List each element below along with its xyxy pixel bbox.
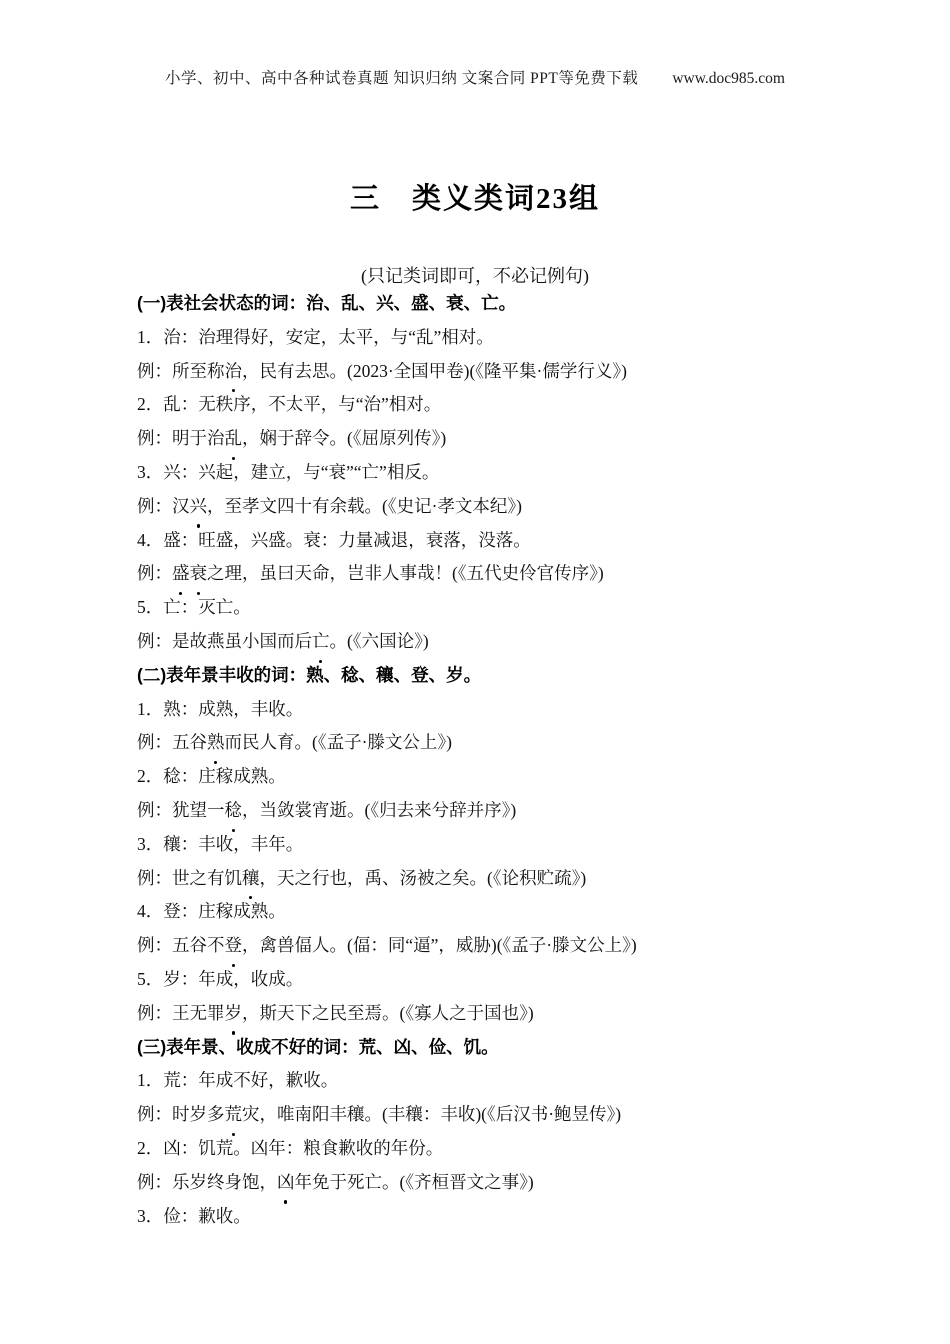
definition-line — [137, 895, 820, 929]
text-segment: 灾，唯南阳丰穰。(丰穰：丰收)(《后汉书·鲍昱传》) — [242, 1104, 622, 1125]
text-segment: ，禽兽偪人。(偪：同“逼”，威胁)(《孟子·滕文公上》) — [242, 935, 637, 956]
definition-line — [137, 388, 820, 422]
example-line — [137, 794, 820, 828]
text-segment: 年免于死亡。(《齐桓晋文之事》) — [294, 1171, 534, 1192]
text-segment: 例：王无罪 — [137, 1002, 225, 1023]
emphasized-char: 亡 — [312, 625, 330, 659]
section-heading — [137, 287, 820, 321]
emphasized-char: 衰 — [190, 557, 208, 591]
text-segment: 例：犹望一 — [137, 799, 225, 820]
example-line — [137, 1166, 820, 1200]
page-header — [0, 66, 950, 88]
definition-line — [137, 1132, 820, 1166]
emphasized-char: 盛 — [172, 557, 190, 591]
text-segment: ，当敛裳宵逝。(《归去来兮辞并序》) — [242, 799, 517, 820]
section-heading — [137, 1031, 820, 1065]
text-segment: 例： — [137, 563, 172, 584]
text-segment: 5．亡：灭亡。 — [137, 597, 251, 618]
text-segment: 3．穰：丰收，丰年。 — [137, 833, 304, 854]
header-promo-text: 小学、初中、高中各种试卷真题 知识归纳 文案合同 PPT等免费下载 — [165, 70, 639, 87]
text-segment: 而民人育。(《孟子·滕文公上》) — [224, 732, 452, 753]
example-line — [137, 625, 820, 659]
example-line — [137, 997, 820, 1031]
text-segment: 2．凶：饥荒。凶年：粮食歉收的年份。 — [137, 1137, 444, 1158]
text-segment: 之理，虽曰天命，岂非人事哉！(《五代史伶官传序》) — [207, 563, 604, 584]
text-segment: 1．治：治理得好，安定，太平，与“乱”相对。 — [137, 326, 494, 347]
text-segment: 2．稔：庄稼成熟。 — [137, 766, 286, 787]
text-segment: 例：乐岁终身饱， — [137, 1171, 277, 1192]
text-segment: ，民有去思。(2023·全国甲卷)(《隆平集·儒学行义》) — [242, 360, 627, 381]
text-segment: 1．熟：成熟，丰收。 — [137, 698, 304, 719]
text-segment: 例：明于治 — [137, 428, 225, 449]
example-line — [137, 557, 820, 591]
text-segment: 4．盛：旺盛，兴盛。衰：力量减退，衰落，没落。 — [137, 529, 531, 550]
page-subtitle: (只记类词即可，不必记例句) — [361, 266, 589, 286]
definition-line — [137, 1064, 820, 1098]
emphasized-char: 荒 — [225, 1098, 243, 1132]
text-segment: (一)表社会状态的词：治、乱、兴、盛、衰、亡。 — [137, 293, 517, 313]
text-segment: ，娴于辞令。(《屈原列传》) — [242, 428, 447, 449]
section-heading — [137, 659, 820, 693]
definition-line — [137, 693, 820, 727]
text-segment: 例：五谷 — [137, 732, 207, 753]
text-segment: 。(《六国论》) — [329, 630, 429, 651]
text-segment: 3．俭：歉收。 — [137, 1205, 251, 1226]
emphasized-char: 治 — [225, 355, 243, 389]
definition-line — [137, 760, 820, 794]
text-segment: 1．荒：年成不好，歉收。 — [137, 1070, 339, 1091]
text-segment: 3．兴：兴起，建立，与“衰”“亡”相反。 — [137, 461, 440, 482]
text-segment: ，天之行也，禹、汤被之矣。(《论积贮疏》) — [259, 867, 587, 888]
text-segment: 5．岁：年成，收成。 — [137, 968, 304, 989]
text-segment: 例：是故燕虽小国而后 — [137, 630, 312, 651]
text-segment: (二)表年景丰收的词：熟、稔、穰、登、岁。 — [137, 664, 482, 685]
emphasized-char: 熟 — [207, 726, 225, 760]
definition-line — [137, 456, 820, 490]
text-segment: 4．登：庄稼成熟。 — [137, 901, 286, 922]
text-segment: 例：五谷不 — [137, 935, 225, 956]
text-segment: ，斯天下之民至焉。(《寡人之于国也》) — [242, 1002, 534, 1023]
example-line — [137, 862, 820, 896]
text-segment: 例：时岁多 — [137, 1104, 225, 1125]
definition-line — [137, 321, 820, 355]
emphasized-char: 稔 — [225, 794, 243, 828]
text-segment: 例：所至称 — [137, 360, 225, 381]
text-segment: (三)表年景、收成不好的词：荒、凶、俭、饥。 — [137, 1036, 499, 1057]
example-line — [137, 355, 820, 389]
example-line — [137, 1098, 820, 1132]
example-line — [137, 726, 820, 760]
header-site-link[interactable]: www.doc985.com — [672, 70, 785, 87]
emphasized-char: 穰 — [242, 862, 260, 896]
emphasized-char: 登 — [225, 929, 243, 963]
example-line — [137, 490, 820, 524]
example-line — [137, 422, 820, 456]
document-body — [137, 287, 820, 1233]
text-segment: 2．乱：无秩序，不太平，与“治”相对。 — [137, 394, 442, 415]
text-segment: 例：世之有饥 — [137, 867, 242, 888]
emphasized-char: 兴 — [190, 490, 208, 524]
definition-line — [137, 591, 820, 625]
definition-line — [137, 963, 820, 997]
page-title: 三 类义类词23组 — [349, 183, 600, 215]
emphasized-char: 岁 — [225, 997, 243, 1031]
text-segment: ，至孝文四十有余载。(《史记·孝文本纪》) — [207, 495, 522, 516]
example-line — [137, 929, 820, 963]
emphasized-char: 凶 — [277, 1166, 295, 1200]
emphasized-char: 乱 — [225, 422, 243, 456]
definition-line — [137, 828, 820, 862]
definition-line — [137, 1200, 820, 1234]
text-segment: 例：汉 — [137, 495, 190, 516]
definition-line — [137, 524, 820, 558]
